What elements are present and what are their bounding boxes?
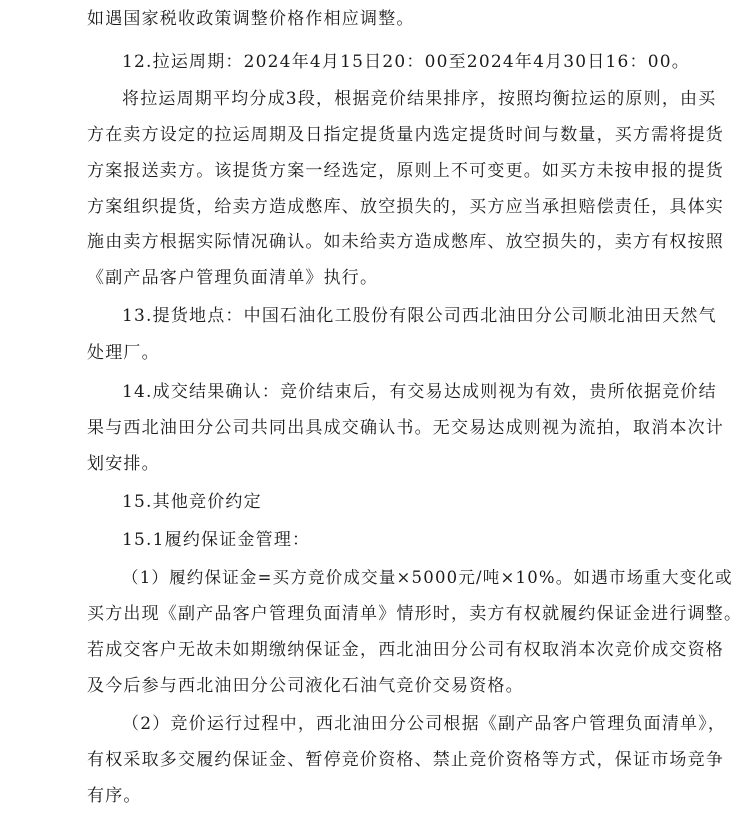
text-line-1: 如遇国家税收政策调整价格作相应调整。	[87, 9, 415, 29]
text-line-17: 买方出现《副产品客户管理负面清单》情形时，卖方有权就履约保证金进行调整。	[87, 604, 743, 624]
text-line-12: 果与西北油田分公司共同出具成交确认书。无交易达成则视为流拍，取消本次计	[87, 418, 724, 438]
text-line-9: 13.提货地点：中国石油化工股份有限公司西北油田分公司顺北油田天然气	[122, 306, 717, 326]
text-line-14: 15.其他竞价约定	[122, 492, 262, 512]
text-line-20: （2）竞价运行过程中，西北油田分公司根据《副产品客户管理负面清单》，	[122, 714, 727, 734]
text-line-3: 将拉运周期平均分成3段，根据竞价结果排序，按照均衡拉运的原则，由买	[122, 89, 717, 109]
text-line-19: 及今后参与西北油田分公司液化石油气竞价交易资格。	[87, 676, 524, 696]
text-line-18: 若成交客户无故未如期缴纳保证金，西北油田分公司有权取消本次竞价成交资格	[87, 640, 724, 660]
text-line-22: 有序。	[87, 786, 142, 806]
text-line-10: 处理厂。	[87, 343, 160, 363]
text-line-11: 14.成交结果确认：竞价结束后，有交易达成则视为有效，贵所依据竞价结	[122, 382, 717, 402]
text-line-15: 15.1履约保证金管理：	[122, 530, 311, 550]
text-line-2: 12.拉运周期：2024年4月15日20：00至2024年4月30日16：00。	[122, 52, 690, 72]
text-line-7: 施由卖方根据实际情况确认。如未给卖方造成憋库、放空损失的，卖方有权按照	[87, 232, 724, 252]
text-line-21: 有权采取多交履约保证金、暂停竞价资格、禁止竞价资格等方式，保证市场竞争	[87, 750, 724, 770]
text-line-13: 划安排。	[87, 454, 160, 474]
text-line-8: 《副产品客户管理负面清单》执行。	[87, 268, 379, 288]
text-line-4: 方在卖方设定的拉运周期及日指定提货量内选定提货时间与数量，买方需将提货	[87, 125, 724, 145]
text-line-6: 方案组织提货，给卖方造成憋库、放空损失的，买方应当承担赔偿责任，具体实	[87, 197, 724, 217]
text-line-5: 方案报送卖方。该提货方案一经选定，原则上不可变更。如买方未按申报的提货	[87, 161, 724, 181]
text-line-16: （1）履约保证金=买方竞价成交量×5000元/吨×10%。如遇市场重大变化或	[122, 568, 733, 587]
